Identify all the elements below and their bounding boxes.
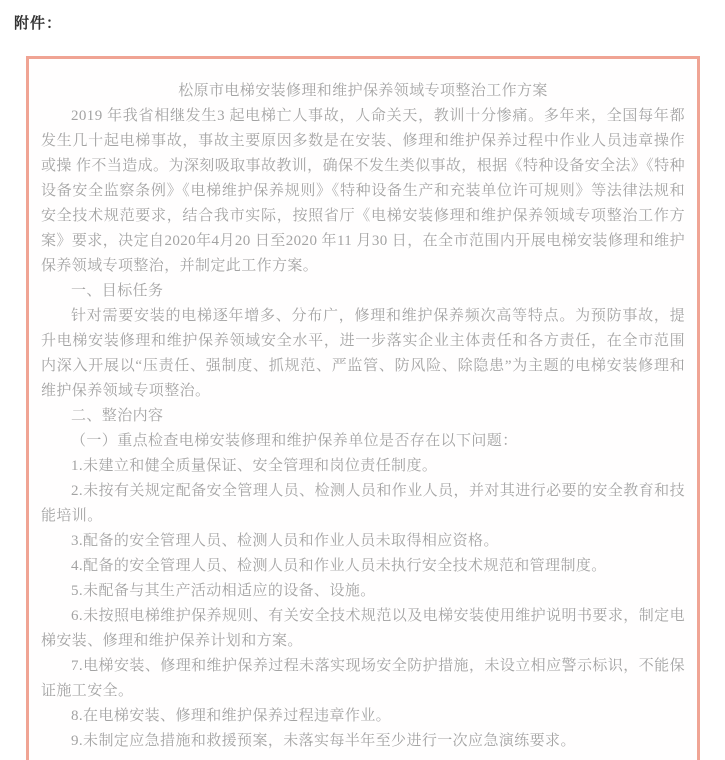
list-item-2: 2.未按有关规定配备安全管理人员、检测人员和作业人员，并对其进行必要的安全教育和技能培训。 [41, 483, 685, 524]
list-item-1: 1.未建立和健全质量保证、安全管理和岗位责任制度。 [71, 458, 438, 474]
paragraph-intro: 2019 年我省相继发生3 起电梯亡人事故，人命关天，教训十分惨痛。多年来，全国每年都发生几十起电梯事故，事故主要原因多数是在安装、修理和维护保养过程中作业人员违章操作或操 作不当造成。为深刻吸取事故教训，确保不发生类似事故，根据《特种设备安全法》《特种设备安全监察条例》《电梯维护保养规则》《特种设备生产和充装单位许可规则》等法律法规和安全技术规范要求，结合我市实际，按照省厅《电梯安装修理和维护保养领域专项整治工作方案》要求，决定自2020年4月20 日至2020 年11 月30 日，在全市范围内开展电梯安装修理和维护保养领域专项整治，并制定此工作方案。 [41, 108, 685, 274]
document-container [26, 56, 700, 760]
list-item-6: 6.未按照电梯维护保养规则、有关安全技术规范以及电梯安装使用维护说明书要求，制定电梯安装、修理和维护保养计划和方案。 [41, 608, 685, 649]
list-item-9: 9.未制定应急措施和救援预案，未落实每半年至少进行一次应急演练要求。 [71, 733, 576, 749]
heading-section-2: 二、整治内容 [71, 408, 164, 424]
heading-section-1: 一、目标任务 [71, 283, 164, 299]
attachment-label: 附件： [14, 15, 63, 32]
list-item-4: 4.配备的安全管理人员、检测人员和作业人员未执行安全技术规范和管理制度。 [71, 558, 607, 574]
list-item-7: 7.电梯安装、修理和维护保养过程未落实现场安全防护措施，未设立相应警示标识，不能保证施工安全。 [41, 658, 685, 699]
paragraph-goals: 针对需要安装的电梯逐年增多、分布广，修理和维护保养频次高等特点。为预防事故，提升电梯安装修理和维护保养领域安全水平，进一步落实企业主体责任和各方责任，在全市范围内深入开展以“压责任、强制度、抓规范、严监管、防风险、除隐患”为主题的电梯安装修理和维护保养领域专项整治。 [41, 308, 685, 399]
document-title: 松原市电梯安装修理和维护保养领域专项整治工作方案 [178, 83, 548, 99]
list-item-8: 8.在电梯安装、修理和维护保养过程违章作业。 [71, 708, 392, 724]
list-item-5: 5.未配备与其生产活动相适应的设备、设施。 [71, 583, 376, 599]
subheading-inspection: （一）重点检查电梯安装修理和维护保养单位是否存在以下问题： [71, 433, 518, 449]
list-item-3: 3.配备的安全管理人员、检测人员和作业人员未取得相应资格。 [71, 533, 499, 549]
